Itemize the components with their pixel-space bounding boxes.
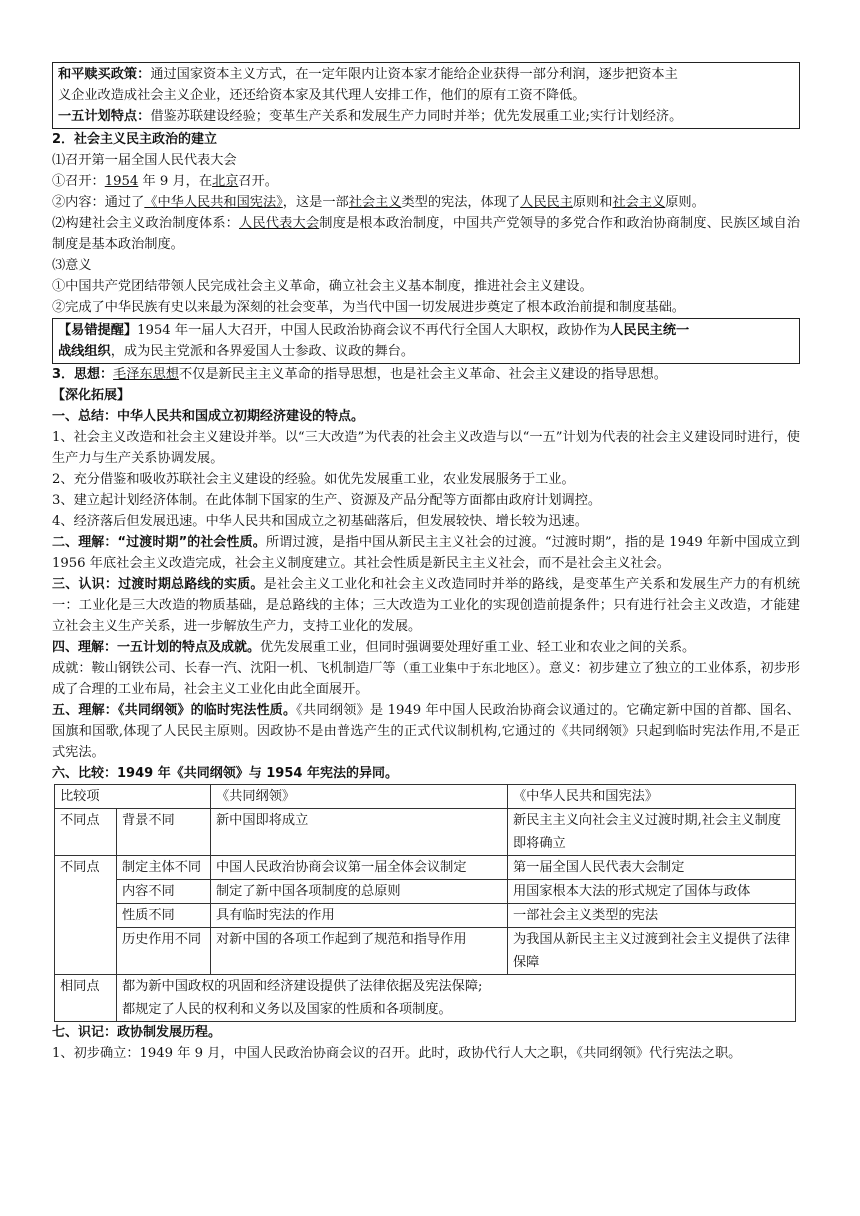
table-row: 性质不同 具有临时宪法的作用 一部社会主义类型的宪法: [55, 904, 796, 928]
section-2-title: 2．社会主义民主政治的建立: [52, 132, 218, 147]
policy-box: 和平赎买政策：通过国家资本主义方式，在一定年限内让资本家才能给企业获得一部分利润，逐步把资本主 义企业改造成社会主义企业，还还给资本家及其代理人安排工作，他们的原有工资不降低。 一五计划特点：借鉴苏联建设经验；变革生产关系和发展生产力同时并举；优先发展重工业;实行计划经济。: [52, 62, 800, 129]
table-row: 不同点 制定主体不同 中国人民政治协商会议第一届全体会议制定 第一届全国人民代表大会制定: [55, 856, 796, 880]
comparison-table: [54, 784, 796, 1022]
table-row: 不同点 背景不同 新中国即将成立 新民主主义向社会主义过渡时期,社会主义制度即将确立: [55, 809, 796, 856]
five-year-plan-label: 一五计划特点：: [58, 109, 151, 124]
document-page: 和平赎买政策：通过国家资本主义方式，在一定年限内让资本家才能给企业获得一部分利润，逐步把资本主 义企业改造成社会主义企业，还还给资本家及其代理人安排工作，他们的原有工资不降低。 一五计划特点：借鉴苏联建设经验；变革生产关系和发展生产力同时并举；优先发展重工业;实行计划经济。 2．社会主义民主政治的建立 ⑴召开第一届全国人民代表大会 ①召开：1954 年 9 月，在北京召开。 ②内容：通过了《中华人民共和国宪法》，这是一部社会主义类型的宪法，体现了人民民主原则和社会主义原则。 ⑵构建社会主义政治制度体系：人民代表大会制度是根本政治制度，中国共产党领导的多党合作和政治协商制度、民族区域自治制度是基本政治制度。 ⑶意义 ①中国共产党团结带领人民完成社会主义革命，确立社会主义基本制度，推进社会主义建设。 ②完成了中华民族有史以来最为深刻的社会变革，为当代中国一切发展进步奠定了根本政治前提和制度基础。 【易错提醒】1954 年一届人大召开，中国人民政治协商会议不再代行全国人大职权，政协作为人民民主统一 战线组织，成为民主党派和各界爱国人士参政、议政的舞台。 3．思想：毛泽东思想不仅是新民主主义革命的指导思想，也是社会主义革命、社会主义建设的指导思想。 【深化拓展】 一、总结：中华人民共和国成立初期经济建设的特点。 1、社会主义改造和社会主义建设并举。以“三大改造”为代表的社会主义改造与以“一五”计划为代表的社会主义建设同时进行，使生产力与生产关系协调发展。 2、充分借鉴和吸收苏联社会主义建设的经验。如优先发展重工业，农业发展服务于工业。 3、建立起计划经济体制。在此体制下国家的生产、资源及产品分配等方面都由政府计划调控。 4、经济落后但发展迅速。中华人民共和国成立之初基础落后，但发展较快、增长较为迅速。 二、理解：“过渡时期”的社会性质。所谓过渡，是指中国从新民主主义社会的过渡。“过渡时期”，指的是 1949 年新中国成立到 1956 年底社会主义改造完成，社会主义制度建立。其社会性质是新民主主义社会，而不是社会主义社会。 三、认识：过渡时期总路线的实质。是社会主义工业化和社会主义改造同时并举的路线，是变革生产关系和发展生产力的有机统一：工业化是三大改造的物质基础，是总路线的主体；三大改造为工业化的实现创造前提条件；只有进行社会主义改造，才能建立社会主义生产关系，进一步解放生产力，支持工业化的发展。 四、理解：一五计划的特点及成就。优先发展重工业，但同时强调要处理好重工业、轻工业和农业之间的关系。 成就：鞍山钢铁公司、长春一汽、沈阳一机、飞机制造厂等（重工业集中于东北地区）。意义：初步建立了独立的工业体系，初步形成了合理的工业布局，社会主义工业化由此全面展开。 五、理解：《共同纲领》的临时宪法性质。《共同纲领》是 1949 年中国人民政治协商会议通过的。它确定新中国的首都、国名、国旗和国歌,体现了人民民主原则。因政协不是由普选产生的正式代议制机构,它通过的《共同纲领》只起到临时宪法作用,不是正式宪法。 六、比较：1949 年《共同纲领》与 1954 年宪法的异同。 比较项 《共同纲领》 《中华人民共和国宪法》 不同点 背景不同 新中国即将成立 新民主主义向社会主义过渡时期,社会主义制度即将确立 不同点 制定主体不同 中国人民政治协商会议第一届全体会议制定 第一届全国人民代表大会制定 内容不同 制定了新中国各项制度的总原则 用国家根本大法的形式规定了国体与政体 性质不同 具有临时宪法的作用 一部社会主义类型的宪法 历史作用不同 对新中国的各项工作起到了规范和指导作用 为我国从新民主主义过渡到社会主义提供了法律保障 相同点 都为新中国政权的巩固和经济建设提供了法律依据及宪法保障; 都规定了人民的权利和义务以及国家的性质和各项制度。 七、识记：政协制发展历程。 1、初步确立：1949 年 9 月，中国人民政治协商会议的召开。此时，政协代行人大之职，《共同纲领》代行宪法之职。: [52, 62, 800, 1064]
table-row: 比较项 《共同纲领》 《中华人民共和国宪法》: [55, 785, 796, 809]
section-3: 3．思想：毛泽东思想不仅是新民主主义革命的指导思想，也是社会主义革命、社会主义建设的指导思想。: [52, 367, 667, 382]
table-row: 内容不同 制定了新中国各项制度的总原则 用国家根本大法的形式规定了国体与政体: [55, 880, 796, 904]
redemption-label: 和平赎买政策：: [58, 67, 151, 82]
error-reminder-box: 【易错提醒】1954 年一届人大召开，中国人民政治协商会议不再代行全国人大职权，政协作为人民民主统一 战线组织，成为民主党派和各界爱国人士参政、议政的舞台。: [52, 318, 800, 364]
deepen-title: 【深化拓展】: [52, 388, 131, 403]
table-row: 相同点 都为新中国政权的巩固和经济建设提供了法律依据及宪法保障; 都规定了人民的权利和义务以及国家的性质和各项制度。: [55, 975, 796, 1022]
table-row: 历史作用不同 对新中国的各项工作起到了规范和指导作用 为我国从新民主主义过渡到社会主义提供了法律保障: [55, 928, 796, 975]
